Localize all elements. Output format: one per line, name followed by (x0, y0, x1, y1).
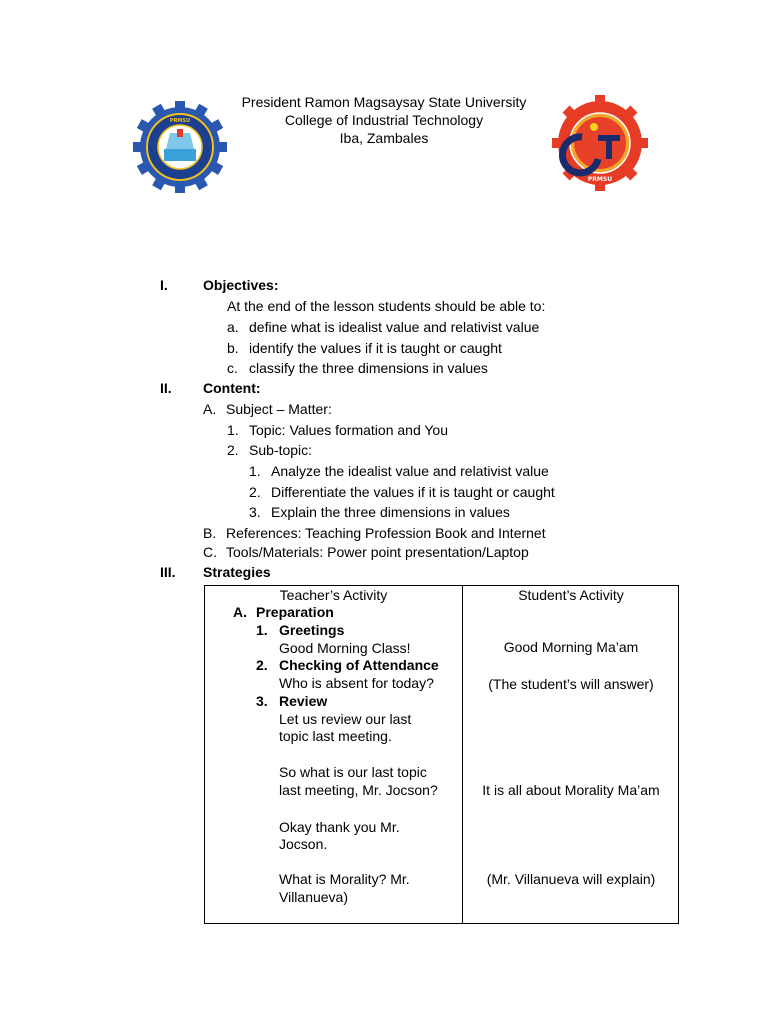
objective-text: define what is idealist value and relativist value (249, 319, 540, 335)
ask-text-2: last meeting, Mr. Jocson? (279, 782, 438, 798)
subtopic-item-3 (249, 503, 510, 521)
content-item-c (203, 543, 529, 561)
content-marker: B. (203, 525, 217, 541)
thanks-text-2: Jocson. (279, 836, 328, 852)
section-2-number: II. (160, 380, 172, 396)
content-text: Sub-topic: (249, 442, 313, 458)
objectives-intro: At the end of the lesson students should be able to: (227, 298, 546, 314)
section-2-title: Content: (203, 380, 261, 396)
subtopic-item-1 (249, 462, 549, 480)
student-activity-cell (463, 586, 679, 924)
content-text: References: Teaching Profession Book and Internet (226, 525, 546, 541)
review-text-1: Let us review our last (279, 711, 412, 727)
review-title: Review (279, 693, 328, 709)
greet-marker: 1. (256, 622, 268, 638)
review-text-2: topic last meeting. (279, 728, 392, 744)
objective-item-c (227, 359, 488, 377)
subtopic-text: Differentiate the values if it is taught or caught (271, 484, 555, 500)
content-marker: A. (203, 401, 217, 417)
morality-text-2: Villanueva) (279, 889, 349, 905)
morality-text-1: What is Morality? Mr. (279, 871, 410, 887)
preparation-heading (233, 603, 334, 621)
student-greet: Good Morning Ma’am (503, 639, 639, 655)
content-marker: 1. (227, 422, 239, 438)
objective-marker: b. (227, 340, 239, 356)
content-subtopic (227, 441, 312, 459)
content-text: Subject – Matter: (226, 401, 332, 417)
objective-marker: c. (227, 360, 238, 376)
prep-marker: A. (233, 604, 247, 620)
thanks-text-1: Okay thank you Mr. (279, 819, 400, 835)
attend-marker: 2. (256, 657, 268, 673)
attend-text: Who is absent for today? (279, 675, 434, 691)
prep-title: Preparation (256, 604, 334, 620)
review-heading (256, 692, 327, 710)
seal-text-top: PRMSU (169, 118, 191, 124)
attend-title: Checking of Attendance (279, 657, 439, 673)
prmsu-seal-logo (120, 101, 240, 193)
teacher-activity-cell (205, 586, 463, 924)
section-3-title: Strategies (203, 564, 271, 580)
college-name: College of Industrial Technology (284, 112, 484, 128)
content-text: Tools/Materials: Power point presentation/Laptop (226, 544, 529, 560)
location: Iba, Zambales (339, 130, 429, 146)
content-topic (227, 421, 448, 439)
ask-text-1: So what is our last topic (279, 764, 427, 780)
student-answer: (The student’s will answer) (488, 676, 654, 692)
objective-text: classify the three dimensions in values (249, 360, 488, 376)
subtopic-marker: 1. (249, 463, 261, 479)
content-marker: 2. (227, 442, 239, 458)
greet-title: Greetings (279, 622, 345, 638)
content-marker: C. (203, 544, 217, 560)
student-morality: It is all about Morality Ma’am (482, 782, 660, 798)
subtopic-marker: 2. (249, 484, 261, 500)
greet-text: Good Morning Class! (279, 640, 411, 656)
cit-seal-logo (549, 95, 651, 191)
content-item-b (203, 524, 546, 542)
university-name: President Ramon Magsaysay State University (241, 94, 527, 110)
section-1-title: Objectives: (203, 277, 279, 293)
review-marker: 3. (256, 693, 268, 709)
content-text: Topic: Values formation and You (249, 422, 448, 438)
student-activity-header: Student’s Activity (518, 587, 624, 603)
attendance-heading (256, 656, 439, 674)
strategies-table (204, 585, 679, 924)
student-explain: (Mr. Villanueva will explain) (486, 871, 656, 887)
content-item-a (203, 400, 332, 418)
section-1-number: I. (160, 277, 168, 293)
subtopic-text: Explain the three dimensions in values (271, 504, 510, 520)
teacher-activity-header: Teacher’s Activity (279, 587, 388, 603)
subtopic-marker: 3. (249, 504, 261, 520)
seal-text-bottom: PRMSU (587, 176, 613, 183)
objective-marker: a. (227, 319, 239, 335)
subtopic-item-2 (249, 483, 555, 501)
objective-item-a (227, 318, 539, 336)
greetings-heading (256, 621, 344, 639)
subtopic-text: Analyze the idealist value and relativist value (271, 463, 549, 479)
section-3-number: III. (160, 564, 176, 580)
objective-text: identify the values if it is taught or caught (249, 340, 502, 356)
objective-item-b (227, 339, 502, 357)
